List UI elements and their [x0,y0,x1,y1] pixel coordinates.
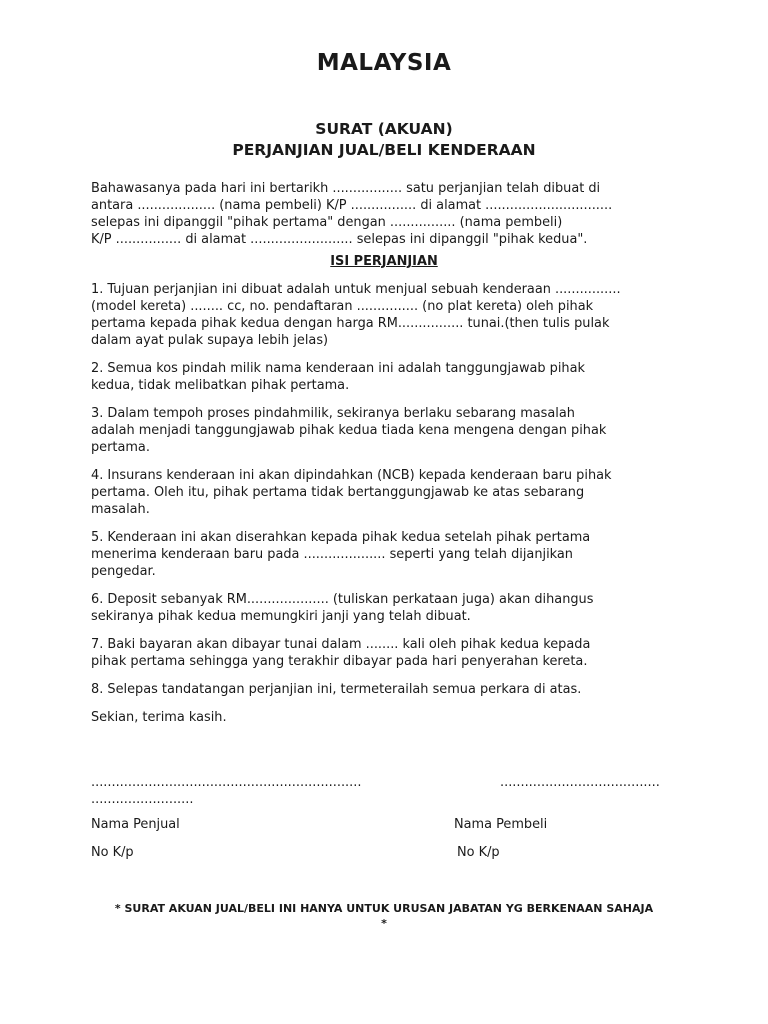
clause-line: 5. Kenderaan ini akan diserahkan kepada pihak kedua setelah pihak pertama [91,530,591,545]
clause-6 [91,591,681,625]
clause-line: 7. Baki bayaran akan dibayar tunai dalam ........ kali oleh pihak kedua kepada [91,637,591,652]
clause-line: sekiranya pihak kedua memungkiri janji yang telah dibuat. [91,609,471,624]
clause-line: kedua, tidak melibatkan pihak pertama. [91,378,350,393]
clause-line: 6. Deposit sebanyak RM.................... (tuliskan perkataan juga) akan dihangus [91,592,594,607]
intro-paragraph [91,180,681,248]
signature-dots-continued: ......................... [91,792,194,807]
clause-line: pihak pertama sehingga yang terakhir dibayar pada hari penyerahan kereta. [91,654,588,669]
clause-1 [91,281,681,349]
signature-dots: .................................................................. [91,775,362,790]
clause-line: (model kereta) ........ cc, no. pendaftaran ............... (no plat kereta) oleh pihak [91,299,594,314]
footer-note [0,901,768,931]
country-heading: MALAYSIA [316,50,452,76]
section-heading: ISI PERJANJIAN [330,254,438,269]
seller-kp-label: No K/p [91,845,134,860]
intro-line: K/P ................ di alamat ......................... selepas ini dipanggil "pihak kedua". [91,232,588,247]
clause-line: 8. Selepas tandatangan perjanjian ini, termeterailah semua perkara di atas. [91,682,582,697]
seller-signature-line [91,774,391,808]
buyer-kp-label: No K/p [457,845,500,860]
clause-line: 1. Tujuan perjanjian ini dibuat adalah untuk menjual sebuah kenderaan ................ [91,282,621,297]
clause-line: dalam ayat pulak supaya lebih jelas) [91,333,329,348]
intro-line: antara ................... (nama pembeli) K/P ................ di alamat ............................... [91,198,613,213]
clause-line: pertama. [91,440,150,455]
clause-5 [91,529,681,580]
clause-3 [91,405,681,456]
clause-2 [91,360,681,394]
clause-line: menerima kenderaan baru pada .................... seperti yang telah dijanjikan [91,547,573,562]
clause-8 [91,681,681,698]
clause-line: pertama kepada pihak kedua dengan harga RM................ tunai.(then tulis pulak [91,316,610,331]
document-title-line1: SURAT (AKUAN) [315,120,453,138]
footer-note-line: * SURAT AKUAN JUAL/BELI INI HANYA UNTUK URUSAN JABATAN YG BERKENAAN SAHAJA [114,902,654,915]
clause-line: 2. Semua kos pindah milik nama kenderaan ini adalah tanggungjawab pihak [91,361,585,376]
clause-line: masalah. [91,502,150,517]
closing-text: Sekian, terima kasih. [91,710,227,725]
seller-name-label: Nama Penjual [91,817,180,832]
clause-line: 4. Insurans kenderaan ini akan dipindahkan (NCB) kepada kenderaan baru pihak [91,468,612,483]
clause-4 [91,467,681,518]
buyer-signature-line: ....................................... [500,775,660,790]
clause-line: 3. Dalam tempoh proses pindahmilik, sekiranya berlaku sebarang masalah [91,406,575,421]
clause-line: pengedar. [91,564,156,579]
clause-list [91,281,681,726]
intro-line: Bahawasanya pada hari ini bertarikh ................. satu perjanjian telah dibuat di [91,181,601,196]
buyer-name-label: Nama Pembeli [454,817,548,832]
clause-line: adalah menjadi tanggungjawab pihak kedua tiada kena mengena dengan pihak [91,423,607,438]
footer-note-asterisk: * [381,917,387,930]
clause-line: pertama. Oleh itu, pihak pertama tidak bertanggungjawab ke atas sebarang [91,485,585,500]
clause-7 [91,636,681,670]
intro-line: selepas ini dipanggil "pihak pertama" dengan ................ (nama pembeli) [91,215,563,230]
document-title-line2: PERJANJIAN JUAL/BELI KENDERAAN [232,141,536,159]
